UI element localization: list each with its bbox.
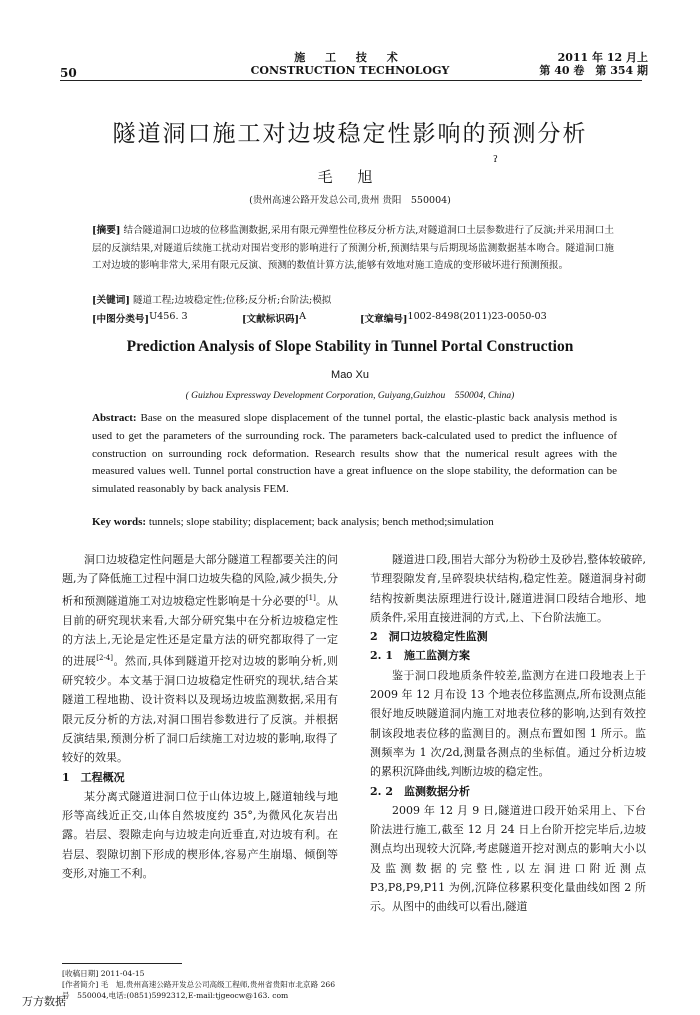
- article-no-label: [文章编号]: [360, 314, 408, 325]
- intro-text-c: 。然而,具体到隧道开挖对边坡的影响分析,则研究较少。本文基于洞口边坡稳定性研究的现状,结合某隧道工程地勘、设计资料以及现场边坡监测数据,采用有限元反分析的方法,对洞口围岩参数进行了反演。并根据反演结果,预测分析了洞口后续施工对边坡的影响,取得了较好的效果。: [62, 654, 339, 765]
- keywords-cn-text: 隧道工程;边坡稳定性;位移;反分析;台阶法;模拟: [132, 295, 332, 306]
- intro-paragraph: [62, 550, 338, 768]
- abstract-en-label: Abstract:: [92, 412, 137, 424]
- paper-title-cn: 隧道洞口施工对边坡稳定性影响的预测分析: [112, 121, 588, 147]
- keywords-en-text: tunnels; slope stability; displacement; back analysis; bench method;simulation: [148, 516, 494, 528]
- clc-value: U456. 3: [149, 311, 188, 322]
- intro-text-b: 。从目前的研究现状来看,大部分研究集中在分析边坡稳定性的方法上,无论是定性还是定量方法的研究都取得了一定的进展: [62, 594, 339, 668]
- citation-2-4: [2-4]: [96, 654, 114, 663]
- issue-date: 2011 年 12 月上: [557, 51, 648, 64]
- header-rule: [60, 80, 642, 81]
- author-bio: [作者简介] 毛 旭,贵州高速公路开发总公司高级工程师,贵州省贵阳市北京路 266 号 550004,电话:(0851)5992312,E-mail:tjgeocw@163. com: [62, 980, 336, 1000]
- page-number: 50: [60, 66, 77, 80]
- abstract-cn-text: 结合隧道洞口边坡的位移监测数据,采用有限元弹塑性位移反分析方法,对隧道洞口土层参数进行了反演;并采用洞口土层的反演结果,对隧道后续施工扰动对围岩变形的影响进行了预测分析,预测结果与后期现场监测数据基本吻合。隧道洞口施工对边坡的影响非常大,采用有限元反演、预测的数值计算方法,能够有效地对施工造成的变形破坏进行预测预报。: [92, 225, 614, 271]
- project-overview-paragraph: 某分离式隧道进洞口位于山体边坡上,隧道轴线与地形等高线近正交,山体自然坡度约 35°,为微风化灰岩出露。岩层、裂隙走向与边坡走向近垂直,对边坡有利。在岩层、裂隙切割下形成的楔形体,容易产生崩塌、倾倒等变形,对施工不利。: [62, 789, 338, 881]
- intro-text-a: 洞口边坡稳定性问题是大部分隧道工程都要关注的问题,为了降低施工过程中洞口边坡失稳的风险,减少损失,分析和预测隧道施工对边坡稳定性影响是十分必要的: [62, 553, 338, 608]
- abstract-cn-label: [摘要]: [92, 225, 121, 236]
- section-heading-1: 1 工程概况: [62, 770, 125, 784]
- monitoring-plan-paragraph: 鉴于洞口段地质条件较差,监测方在进口段地表上于 2009 年 12 月布设 13 个地表位移监测点,所布设测点能很好地反映隧道洞内施工对地表位移的影响,达到有效控制该段地表位移的监测目的。测点布置如图 1 所示。监测频率为 1 次/2d,测量各测点的坐标值。通过分析边坡的累积沉降曲线,判断边坡的稳定性。: [370, 668, 646, 779]
- author-en: Mao Xu: [331, 369, 369, 381]
- abstract-en-text: Base on the measured slope displacement of the tunnel portal, the elastic-plastic back analysis method is used to get the parameters of the surrounding rock. The parameters back-calculated used to predict the influence of construction on surrounding rock deformation. Research results show that the numerical result agrees with the measured values well. Tunnel portal construction have a great influence on the slope stability, the deformation can be simulated reasonably by back analysis FEM.: [92, 412, 618, 496]
- keywords-cn: [92, 292, 331, 306]
- footnote: [62, 968, 340, 1001]
- doc-code-label: [文献标识码]: [242, 314, 300, 325]
- stray-mark: ʔ: [493, 155, 498, 165]
- journal-name-cn: 施 工 技 术: [294, 51, 406, 64]
- keywords-cn-label: [关键词]: [92, 295, 130, 306]
- journal-name-en: CONSTRUCTION TECHNOLOGY: [250, 64, 450, 77]
- author-cn: 毛 旭: [317, 168, 383, 186]
- body-column-right: [370, 550, 646, 917]
- affiliation-cn: (贵州高速公路开发总公司,贵州 贵阳 550004): [249, 195, 451, 206]
- abstract-en: [92, 410, 617, 499]
- section-heading-2-1: 2. 1 施工监测方案: [370, 649, 470, 663]
- issue-volume: 第 40 卷 第 354 期: [539, 64, 648, 77]
- footnote-rule: [62, 963, 182, 964]
- body-column-left: [62, 550, 338, 883]
- doc-code-value: A: [299, 311, 306, 322]
- section-heading-2-2: 2. 2 监测数据分析: [370, 784, 470, 798]
- citation-1: [1]: [305, 593, 316, 602]
- wanfang-watermark: 万方数据: [22, 995, 66, 1008]
- geology-paragraph: 隧道进口段,围岩大部分为粉砂土及砂岩,整体较破碎,节理裂隙发育,呈碎裂块状结构,稳定性差。隧道洞身衬砌结构按新奥法原理进行设计,隧道进洞口段结合地形、地质条件,采用直接进洞的方式,上、下台阶法施工。: [370, 553, 646, 624]
- received-date: [收稿日期] 2011-04-15: [62, 969, 145, 978]
- keywords-en-label: Key words:: [92, 516, 147, 528]
- keywords-en: [92, 516, 494, 528]
- issue-info: [539, 51, 648, 77]
- article-no-value: 1002-8498(2011)23-0050-03: [407, 311, 547, 322]
- abstract-cn: [92, 222, 614, 275]
- paper-title-en: Prediction Analysis of Slope Stability in Tunnel Portal Construction: [126, 338, 574, 355]
- clc-label: [中图分类号]: [92, 314, 150, 325]
- section-heading-2: 2 洞口边坡稳定性监测: [370, 630, 488, 644]
- data-analysis-paragraph: 2009 年 12 月 9 日,隧道进口段开始采用上、下台阶法进行施工,截至 12 月 24 日上台阶开挖完毕后,边坡测点均出现较大沉降,考虑隧道开挖对测点的影响大小以及监测数据的完整性,以左洞进口附近测点 P3,P8,P9,P11 为例,沉降位移累积变化量曲线如图 2 所示。从图中的曲线可以看出,隧道: [370, 803, 646, 914]
- affiliation-en: ( Guizhou Expressway Development Corporation, Guiyang,Guizhou 550004, China): [185, 391, 515, 401]
